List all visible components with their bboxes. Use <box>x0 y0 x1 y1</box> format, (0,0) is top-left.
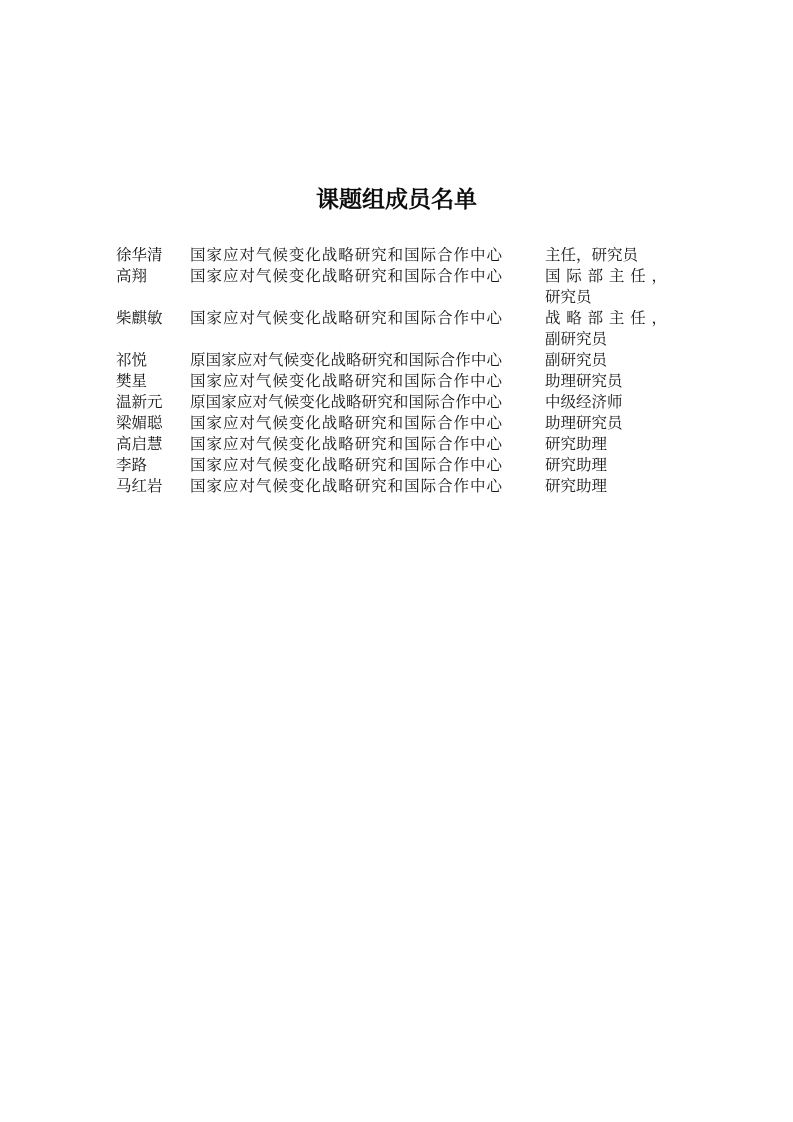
table-row <box>116 434 667 455</box>
table-row <box>116 245 667 266</box>
members-table <box>116 245 667 497</box>
member-name: 柴麒敏 <box>116 310 163 327</box>
member-title-line: 研究助理 <box>545 457 608 474</box>
member-org: 国家应对气候变化战略研究和国际合作中心 <box>190 373 502 390</box>
member-name: 马红岩 <box>116 478 163 495</box>
member-org: 国家应对气候变化战略研究和国际合作中心 <box>190 478 502 495</box>
member-title <box>545 245 667 266</box>
table-row <box>116 455 667 476</box>
member-title <box>545 392 667 413</box>
member-name: 梁媚聪 <box>116 415 163 432</box>
member-title-line: 国际部主任， <box>545 268 667 285</box>
member-title <box>545 308 667 350</box>
member-title-line: 助理研究员 <box>545 373 623 390</box>
member-name: 高翔 <box>116 268 148 285</box>
table-row <box>116 350 667 371</box>
page-title: 课题组成员名单 <box>316 187 477 212</box>
member-name: 祁悦 <box>116 352 148 369</box>
member-title-line: 研究员 <box>545 289 592 306</box>
member-name: 李路 <box>116 457 148 474</box>
member-title <box>545 455 667 476</box>
member-title-line: 助理研究员 <box>545 415 623 432</box>
member-title-line: 研究助理 <box>545 478 608 495</box>
member-org: 国家应对气候变化战略研究和国际合作中心 <box>190 310 502 327</box>
member-name: 樊星 <box>116 373 148 390</box>
member-org: 原国家应对气候变化战略研究和国际合作中心 <box>190 394 502 411</box>
member-title-line: 副研究员 <box>545 331 608 348</box>
member-org: 国家应对气候变化战略研究和国际合作中心 <box>190 415 502 432</box>
member-title <box>545 434 667 455</box>
table-row <box>116 266 667 308</box>
member-title <box>545 266 667 308</box>
table-row <box>116 392 667 413</box>
table-row <box>116 413 667 434</box>
member-title-line: 战略部主任， <box>545 310 667 327</box>
table-row <box>116 476 667 497</box>
member-title <box>545 350 667 371</box>
member-title <box>545 413 667 434</box>
member-name: 高启慧 <box>116 436 163 453</box>
table-row <box>116 371 667 392</box>
member-title-line: 副研究员 <box>545 352 608 369</box>
member-title-line: 中级经济师 <box>545 394 623 411</box>
table-row <box>116 308 667 350</box>
member-name: 温新元 <box>116 394 163 411</box>
member-org: 国家应对气候变化战略研究和国际合作中心 <box>190 457 502 474</box>
member-name: 徐华清 <box>116 247 163 264</box>
member-title-line: 主任，研究员 <box>545 247 639 264</box>
member-org: 国家应对气候变化战略研究和国际合作中心 <box>190 247 502 264</box>
member-org: 国家应对气候变化战略研究和国际合作中心 <box>190 436 502 453</box>
member-title-line: 研究助理 <box>545 436 608 453</box>
member-org: 原国家应对气候变化战略研究和国际合作中心 <box>190 352 502 369</box>
member-org: 国家应对气候变化战略研究和国际合作中心 <box>190 268 502 285</box>
member-title <box>545 476 667 497</box>
member-title <box>545 371 667 392</box>
